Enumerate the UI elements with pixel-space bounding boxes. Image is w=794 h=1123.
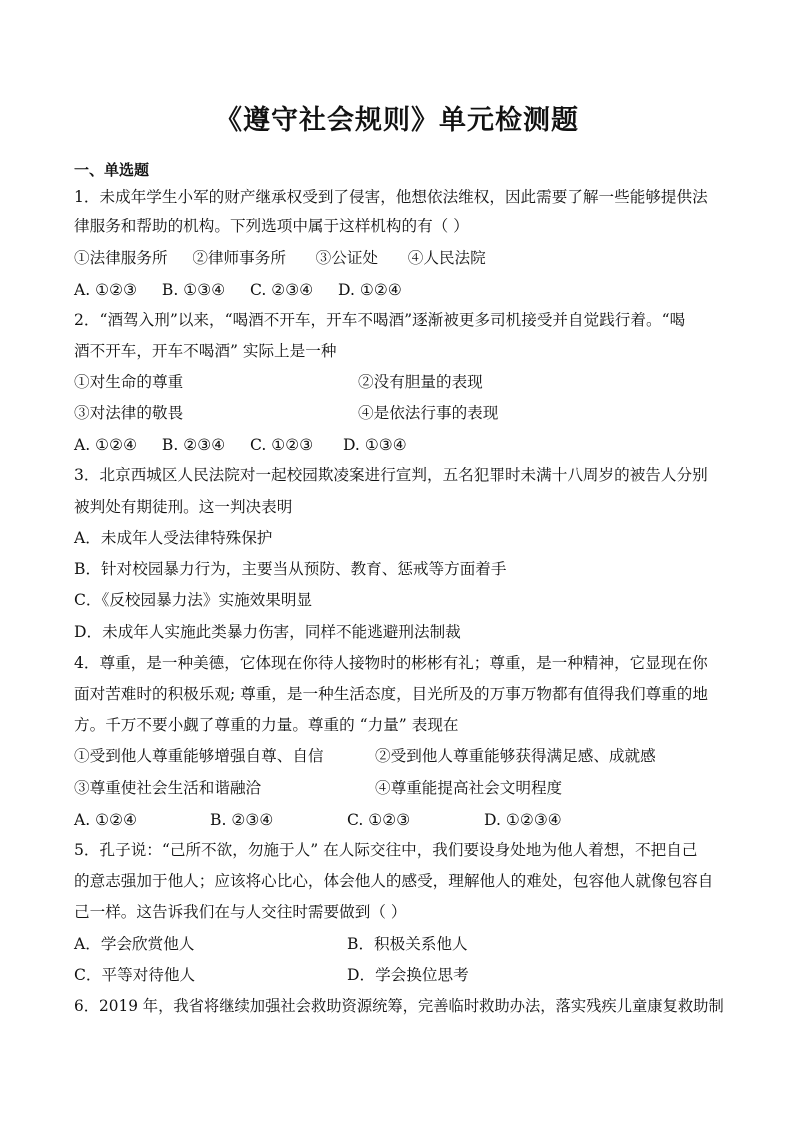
question-5-line-3: 己一样。这告诉我们在与人交往时需要做到（ ） [74,903,407,921]
question-5-choice-b: B．积极关系他人 [347,935,468,953]
question-3-choice-d: D．未成年人实施此类暴力伤害，同样不能逃避刑法制裁 [74,623,461,641]
question-3-choice-c: C．《反校园暴力法》实施效果明显 [74,591,313,609]
question-6-line-1: 6．2019 年，我省将继续加强社会救助资源统筹，完善临时救助办法，落实残疾儿童康复救助制 [74,997,724,1015]
question-4-option-3: ③尊重使社会生活和谐融洽 [74,779,262,797]
question-4-line-3: 方。千万不要小觑了尊重的力量。尊重的 “力量” 表现在 [74,716,459,734]
question-4-choice-d: D. ①②③④ [484,811,562,829]
question-4-choice-c: C. ①②③ [347,811,411,829]
question-5-choice-d: D．学会换位思考 [347,966,469,984]
question-5-line-2: 的意志强加于他人；应该将心比心，体会他人的感受，理解他人的难处，包容他人就像包容自 [74,872,714,890]
question-1-choices: A. ①②③ B. ①③④ C. ②③④ D. ①②④ [74,281,402,299]
question-2-line-2: 酒不开车，开车不喝酒” 实际上是一种 [74,342,337,360]
question-2-option-2: ②没有胆量的表现 [358,373,483,391]
question-5-choice-c: C．平等对待他人 [74,966,196,984]
question-2-option-4: ④是依法行事的表现 [358,404,499,422]
question-3-line-1: 3．北京西城区人民法院对一起校园欺凌案进行宣判，五名犯罪时未满十八周岁的被告人分别 [74,466,708,484]
question-4-line-1: 4．尊重，是一种美德，它体现在你待人接物时的彬彬有礼；尊重，是一种精神，它显现在你 [74,654,708,672]
question-5-choice-a: A．学会欣赏他人 [74,935,195,953]
question-2-option-1: ①对生命的尊重 [74,373,184,391]
question-1-line-1: 1．未成年学生小军的财产继承权受到了侵害，他想依法维权，因此需要了解一些能够提供法 [74,188,708,206]
page-title: 《遵守社会规则》单元检测题 [215,105,579,136]
question-3-choice-b: B．针对校园暴力行为，主要当从预防、教育、惩戒等方面着手 [74,560,507,578]
question-4-option-2: ②受到他人尊重能够获得满足感、成就感 [375,747,656,765]
question-5-line-1: 5．孔子说：“己所不欲，勿施于人” 在人际交往中，我们要设身处地为他人着想，不把自己 [74,841,698,859]
question-1-line-2: 律服务和帮助的机构。下列选项中属于这样机构的有（ ） [74,217,469,235]
question-4-option-4: ④尊重能提高社会文明程度 [375,779,563,797]
question-3-line-2: 被判处有期徒刑。这一判决表明 [74,498,293,516]
question-2-choices: A. ①②④ B. ②③④ C. ①②③ D. ①③④ [74,436,407,454]
question-2-line-1: 2．“酒驾入刑”以来，“喝酒不开车，开车不喝酒”逐渐被更多司机接受并自觉践行着。“喝 [74,311,686,329]
question-4-choice-a: A. ①②④ [74,811,138,829]
question-3-choice-a: A．未成年人受法律特殊保护 [74,529,273,547]
question-4-option-1: ①受到他人尊重能够增强自尊、自信 [74,747,324,765]
question-1-items: ①法律服务所 ②律师事务所 ③公证处 ④人民法院 [74,249,486,267]
section-heading: 一、单选题 [74,161,150,179]
question-2-option-3: ③对法律的敬畏 [74,404,184,422]
question-4-line-2: 面对苦难时的积极乐观; 尊重，是一种生活态度，目光所及的万事万物都有值得我们尊重的地 [74,685,708,703]
question-4-choice-b: B. ②③④ [210,811,274,829]
